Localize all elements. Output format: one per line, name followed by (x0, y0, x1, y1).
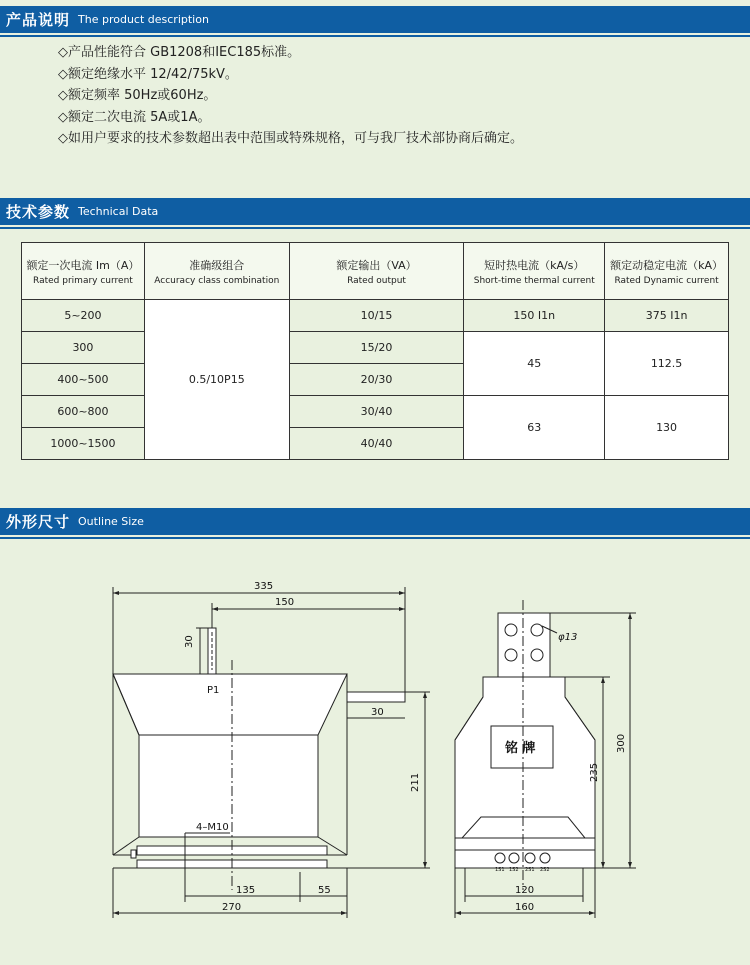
table-cell: 1000~1500 (22, 428, 145, 460)
dim-335: 335 (254, 581, 274, 592)
dim-235: 235 (589, 762, 600, 782)
table-cell: 150 I1n (464, 300, 605, 332)
table-cell: 10/15 (289, 300, 464, 332)
table-cell: 375 I1n (605, 300, 729, 332)
section-title-zh: 技术参数 (6, 203, 71, 221)
table-cell: 63 (464, 396, 605, 460)
table-cell: 0.5/10P15 (144, 300, 289, 460)
table-cell: 130 (605, 396, 729, 460)
dim-30-horizontal: 30 (371, 707, 384, 718)
dim-55: 55 (318, 885, 331, 896)
dim-211: 211 (410, 772, 421, 792)
table-cell: 112.5 (605, 332, 729, 396)
header-cell: 短时热电流（kA/s） Short-time thermal current (464, 243, 605, 300)
section-title-zh: 产品说明 (6, 11, 71, 29)
dim-270: 270 (222, 902, 242, 913)
table-cell: 400~500 (22, 364, 145, 396)
dim-160: 160 (515, 902, 535, 913)
section-title-en: Outline Size (78, 515, 144, 528)
table-cell: 300 (22, 332, 145, 364)
section-title-en: Technical Data (78, 205, 159, 218)
label-4-m10: 4–M10 (196, 822, 229, 833)
list-item: ◇如用户要求的技术参数超出表中范围或特殊规格，可与我厂技术部协商后确定。 (58, 131, 523, 146)
terminal-label: 1S2 (509, 867, 519, 873)
section-title-en: The product description (78, 13, 209, 26)
list-item: ◇产品性能符合 GB1208和IEC185标准。 (58, 45, 301, 60)
dim-135: 135 (236, 885, 256, 896)
dim-300: 300 (616, 733, 627, 753)
dim-30-vertical: 30 (184, 635, 195, 648)
header-cell: 额定动稳定电流（kA） Rated Dynamic current (605, 243, 729, 300)
table-cell: 30/40 (289, 396, 464, 428)
terminal-label: 2S2 (540, 867, 550, 873)
dim-phi13: φ13 (558, 632, 578, 643)
list-item: ◇额定绝缘水平 12/42/75kV。 (58, 66, 238, 82)
list-item: ◇额定频率 50Hz或60Hz。 (58, 88, 217, 103)
label-p1: P1 (207, 685, 220, 696)
table-cell: 15/20 (289, 332, 464, 364)
nameplate-label: 铭 牌 (505, 741, 536, 756)
header-cell: 额定一次电流 Im（A） Rated primary current (22, 243, 145, 300)
dim-150: 150 (275, 597, 295, 608)
table-cell: 5~200 (22, 300, 145, 332)
dim-120: 120 (515, 885, 535, 896)
terminal-label: 1S1 (495, 867, 505, 873)
table-cell: 45 (464, 332, 605, 396)
table-cell: 40/40 (289, 428, 464, 460)
section-title-zh: 外形尺寸 (6, 513, 71, 531)
table-cell: 20/30 (289, 364, 464, 396)
header-cell: 准确级组合 Accuracy class combination (144, 243, 289, 300)
terminal-label: 2S1 (525, 867, 535, 873)
header-cell: 额定输出（VA） Rated output (289, 243, 464, 300)
table-cell: 600~800 (22, 396, 145, 428)
list-item: ◇额定二次电流 5A或1A。 (58, 109, 211, 125)
